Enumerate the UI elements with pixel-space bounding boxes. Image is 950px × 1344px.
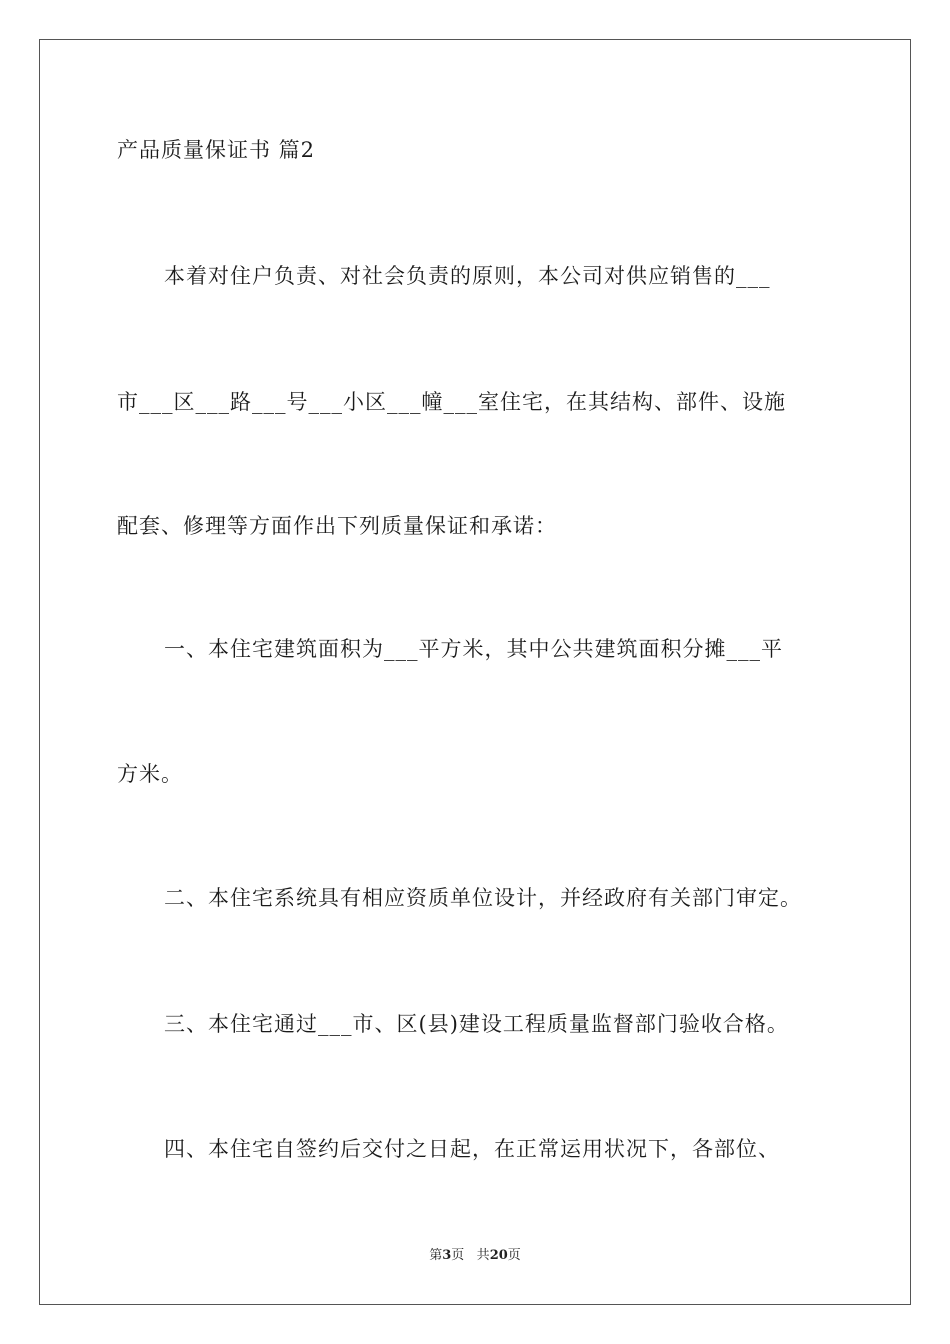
page-frame <box>39 39 911 1305</box>
footer-page-prefix: 第 <box>429 1248 443 1263</box>
paragraph-line-6: 二、本住宅系统具有相应资质单位设计，并经政府有关部门审定。 <box>164 886 802 910</box>
document-title: 产品质量保证书 篇2 <box>117 138 316 162</box>
paragraph-line-4: 一、本住宅建筑面积为___平方米，其中公共建筑面积分摊___平 <box>164 637 783 661</box>
footer-page-total: 20 <box>489 1248 508 1263</box>
paragraph-line-7: 三、本住宅通过___市、区(县)建设工程质量监督部门验收合格。 <box>164 1012 789 1036</box>
paragraph-line-3: 配套、修理等方面作出下列质量保证和承诺： <box>117 514 557 538</box>
footer-page-current: 3 <box>442 1248 452 1263</box>
paragraph-line-2: 市___区___路___号___小区___幢___室住宅，在其结构、部件、设施 <box>117 390 786 414</box>
footer-total-suffix: 页 <box>507 1248 521 1263</box>
paragraph-line-1: 本着对住户负责、对社会负责的原则，本公司对供应销售的___ <box>164 264 771 288</box>
paragraph-line-5: 方米。 <box>117 762 183 786</box>
footer-total-prefix: 共 <box>476 1248 490 1263</box>
footer-page-suffix: 页 <box>451 1248 465 1263</box>
page-footer <box>0 1247 950 1265</box>
paragraph-line-8: 四、本住宅自签约后交付之日起，在正常运用状况下，各部位、 <box>164 1137 780 1161</box>
